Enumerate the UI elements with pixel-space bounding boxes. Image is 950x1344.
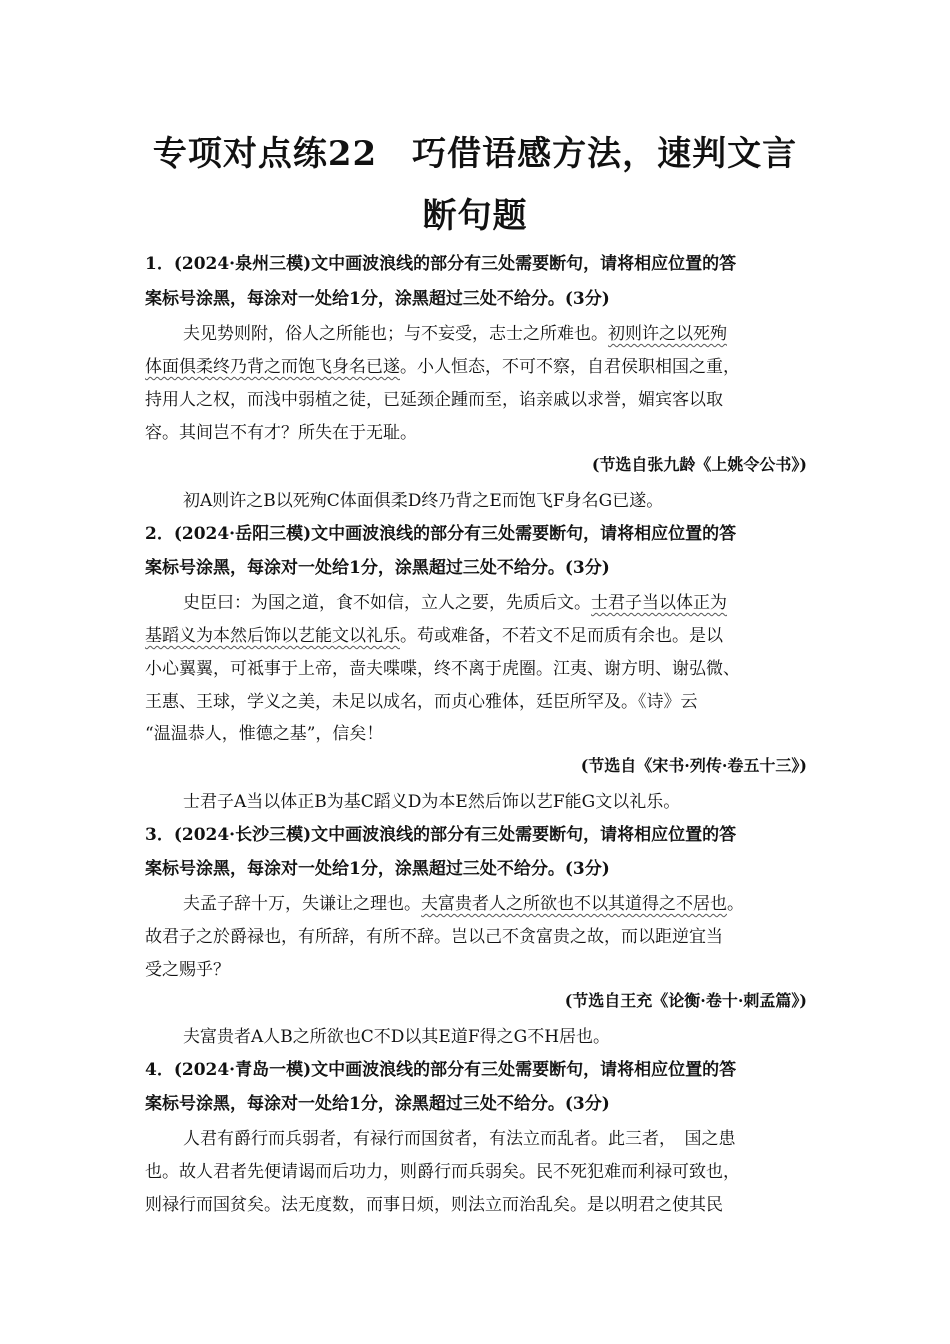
question-3-passage-line: 受之赐乎？ (145, 960, 230, 980)
question-4-passage-line: 则禄行而国贫矣。法无度数，而事日烦，则法立而治乱矣。是以明君之使其民 (145, 1195, 723, 1215)
wavy-underlined-text: 基蹈义为本然后饰以艺能文以礼乐 (145, 626, 400, 646)
passage-text: 。 (727, 894, 744, 914)
question-1-passage-line (145, 352, 740, 377)
page-title-line2: 断句题 (422, 196, 528, 236)
question-2-stem-cont: 案标号涂黑，每涂对一处给1分，涂黑超过三处不给分。(3分) (145, 558, 610, 578)
question-1-options: 初A则许之B以死殉C体面俱柔D终乃背之E而饱飞F身名G已遂。 (183, 491, 664, 511)
question-3-stem: 3．(2024·长沙三模)文中画波浪线的部分有三处需要断句，请将相应位置的答 (145, 825, 737, 845)
question-1-source: (节选自张九龄《上姚令公书》) (591, 455, 807, 474)
question-1-stem: 1．(2024·泉州三模)文中画波浪线的部分有三处需要断句，请将相应位置的答 (145, 254, 737, 274)
question-3-source: (节选自王充《论衡·卷十·刺孟篇》) (564, 991, 807, 1010)
passage-text: 夫见势则附，俗人之所能也；与不妄受，志士之所难也。 (183, 324, 608, 344)
question-2-passage-line (183, 588, 727, 613)
passage-text: 史臣曰：为国之道，食不如信，立人之要，先质后文。 (183, 593, 591, 613)
question-2-passage-line: “温温恭人，惟德之基”，信矣！ (145, 724, 384, 744)
wavy-underlined-text: 初则许之以死殉 (608, 324, 727, 344)
page-title: 专项对点练22 巧借语感方法，速判文言 (152, 134, 798, 174)
question-4-passage-line: 人君有爵行而兵弱者，有禄行而国贫者，有法立而乱者。此三者， 国之患 (183, 1129, 736, 1149)
passage-text: 。苟或难备，不若文不足而质有余也。是以 (400, 626, 723, 646)
passage-text: 夫孟子辞十万，失谦让之理也。 (183, 894, 421, 914)
question-2-source: (节选自《宋书·列传·卷五十三》) (580, 756, 807, 775)
question-1-passage-line: 容。其间岂不有才？所失在于无耻。 (145, 423, 417, 443)
question-1-passage-line (183, 319, 727, 344)
wavy-underlined-text: 夫富贵者人之所欲也不以其道得之不居也 (421, 894, 727, 914)
question-2-passage-line (145, 621, 723, 646)
question-2-stem: 2．(2024·岳阳三模)文中画波浪线的部分有三处需要断句，请将相应位置的答 (145, 524, 737, 544)
question-3-passage-line: 故君子之於爵禄也，有所辞，有所不辞。岂以己不贪富贵之故，而以距逆宜当 (145, 927, 723, 947)
wavy-underlined-text: 体面俱柔终乃背之而饱飞身名已遂 (145, 357, 400, 377)
question-2-options: 士君子A当以体正B为基C蹈义D为本E然后饰以艺F能G文以礼乐。 (183, 792, 681, 812)
question-4-stem-cont: 案标号涂黑，每涂对一处给1分，涂黑超过三处不给分。(3分) (145, 1094, 610, 1114)
question-3-passage-line (183, 889, 744, 914)
question-3-options: 夫富贵者A人B之所欲也C不D以其E道F得之G不H居也。 (183, 1027, 611, 1047)
question-1-stem-cont: 案标号涂黑，每涂对一处给1分，涂黑超过三处不给分。(3分) (145, 289, 610, 309)
passage-text: 。小人恒态，不可不察，自君侯职相国之重， (400, 357, 740, 377)
question-2-passage-line: 小心翼翼，可祗事于上帝，啬夫喋喋，终不离于虎圈。江夷、谢方明、谢弘微、 (145, 659, 740, 679)
wavy-underlined-text: 士君子当以体正为 (591, 593, 727, 613)
question-1-passage-line: 持用人之权，而浅中弱植之徒，已延颈企踵而至，谄亲戚以求誉，媚宾客以取 (145, 390, 723, 410)
question-3-stem-cont: 案标号涂黑，每涂对一处给1分，涂黑超过三处不给分。(3分) (145, 859, 610, 879)
question-4-stem: 4．(2024·青岛一模)文中画波浪线的部分有三处需要断句，请将相应位置的答 (145, 1060, 737, 1080)
question-2-passage-line: 王惠、王球，学义之美，未足以成名，而贞心雅体，廷臣所罕及。《诗》云 (145, 692, 698, 712)
question-4-passage-line: 也。故人君者先便请谒而后功力，则爵行而兵弱矣。民不死犯难而利禄可致也， (145, 1162, 740, 1182)
